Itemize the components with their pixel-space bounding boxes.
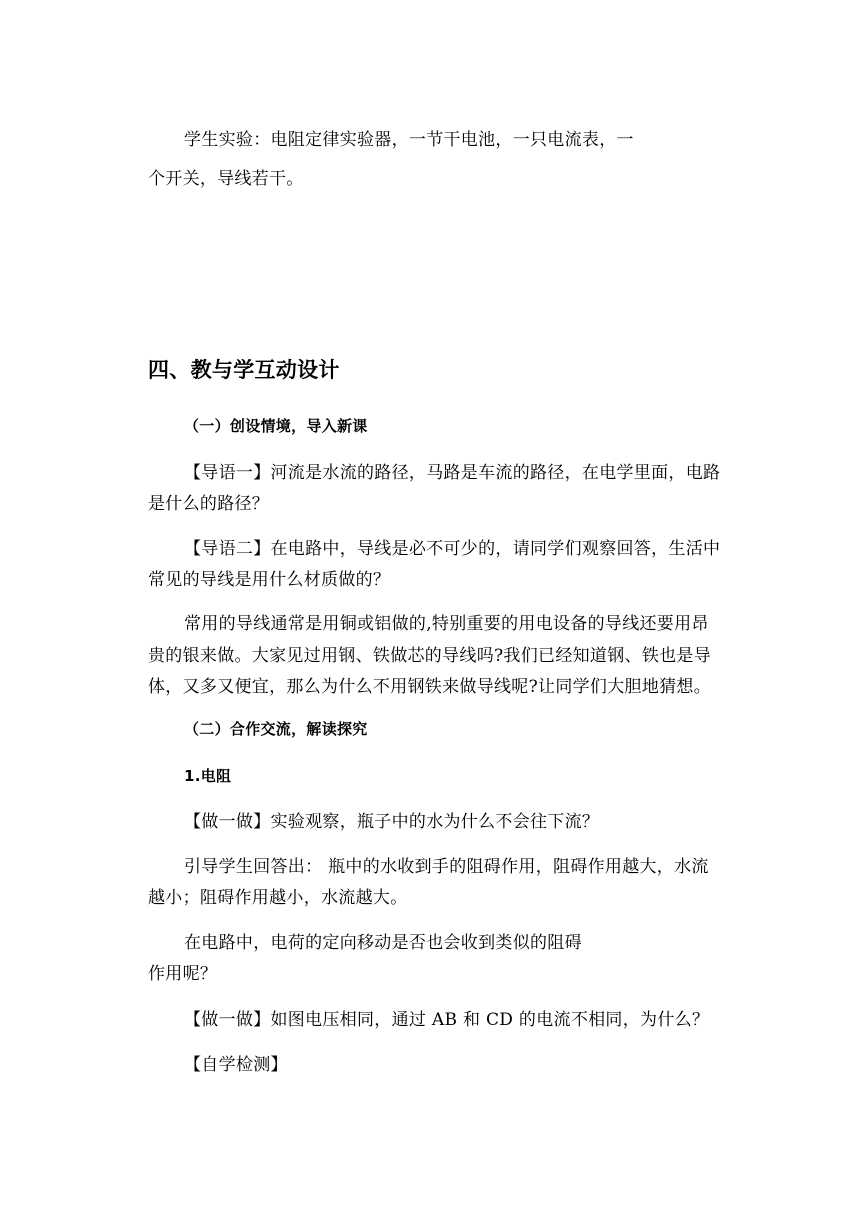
paragraph-5-line-2: 越小；阻碍作用越小，水流越大。 [148, 888, 408, 908]
section-heading: 四、教与学互动设计 [148, 358, 340, 382]
paragraph-3-line-2: 贵的银来做。大家见过用钢、铁做芯的导线吗?我们已经知道钢、铁也是导 [148, 646, 712, 666]
paragraph-8: 【自学检测】 [184, 1055, 288, 1075]
paragraph-6-line-1: 在电路中，电荷的定向移动是否也会收到类似的阻碍 [184, 933, 582, 953]
paragraph-3-line-1: 常用的导线通常是用铜或铝做的,特别重要的用电设备的导线还要用昂 [184, 614, 709, 634]
experiment-text-line-1: 学生实验：电阻定律实验器，一节干电池，一只电流表，一 [184, 130, 634, 150]
paragraph-5-line-1: 引导学生回答出： 瓶中的水收到手的阻碍作用，阻碍作用越大，水流 [184, 857, 709, 877]
item-heading-resistance: 1.电阻 [184, 767, 232, 785]
paragraph-2-line-1: 【导语二】在电路中，导线是必不可少的，请同学们观察回答，生活中 [184, 539, 721, 559]
subsection-heading-2: （二）合作交流，解读探究 [184, 720, 368, 738]
paragraph-7: 【做一做】如图电压相同，通过 AB 和 CD 的电流不相同，为什么？ [184, 1010, 710, 1030]
paragraph-2-line-2: 常见的导线是用什么材质做的？ [148, 570, 391, 590]
subsection-heading-1: （一）创设情境，导入新课 [184, 417, 368, 435]
paragraph-4: 【做一做】实验观察，瓶子中的水为什么不会往下流？ [184, 812, 600, 832]
paragraph-1-line-2: 是什么的路径？ [148, 494, 270, 514]
experiment-text-line-2: 个开关，导线若干。 [148, 169, 304, 189]
paragraph-1-line-1: 【导语一】河流是水流的路径，马路是车流的路径，在电学里面，电路 [184, 463, 721, 483]
paragraph-6-line-2: 作用呢？ [148, 964, 218, 984]
paragraph-3-line-3: 体，又多又便宜，那么为什么不用钢铁来做导线呢?让同学们大胆地猜想。 [148, 677, 712, 697]
